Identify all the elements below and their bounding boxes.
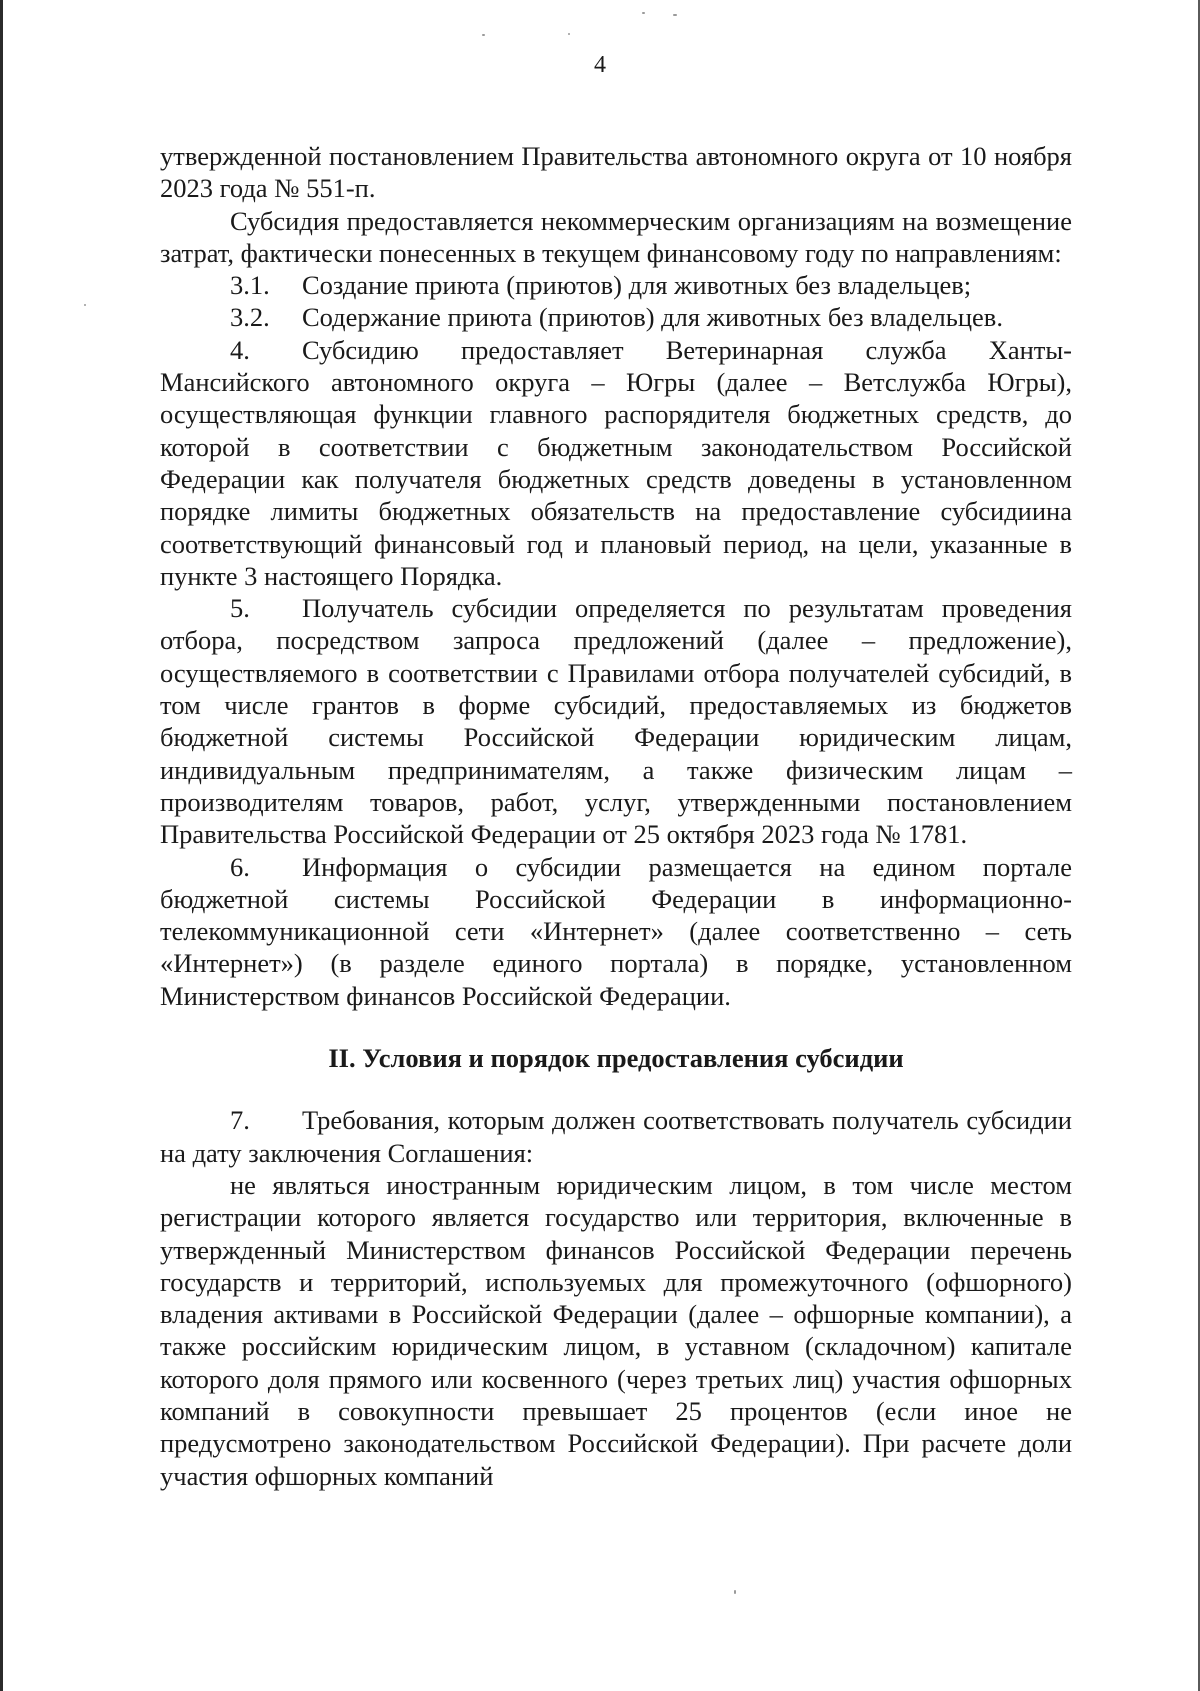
paragraph-text: Получатель субсидии определяется по результатам проведения отбора, посредством запроса предложений (далее – предложение), осуществляемого в соответствии с Правилами отбора получателей субсидий, в том числе грантов в форме субсидий, предоставляемых из бюджетов бюджетной системы Российской Федерации юридическим лицам, индивидуальным предпринимателям, а также физическим лицам – производителям товаров, работ, услуг, утвержденными постановлением Правительства Российской Федерации от 25 октября 2023 года № 1781.	[160, 593, 1072, 850]
scan-speck	[568, 33, 570, 35]
paragraph-text: Требования, которым должен соответствовать получатель субсидии на дату заключения Соглашения:	[160, 1105, 1072, 1168]
scan-speck	[84, 304, 86, 306]
paragraph-3-2	[160, 301, 1072, 333]
section-heading: II. Условия и порядок предоставления субсидии	[328, 1043, 904, 1074]
paragraph-text: утвержденной постановлением Правительства автономного округа от 10 ноября 2023 года № 551-п.	[160, 141, 1072, 204]
paragraph-number: 5.	[230, 593, 250, 624]
paragraph-3-1	[160, 269, 1072, 301]
paragraph-text: Информация о субсидии размещается на едином портале бюджетной системы Российской Федерации в информационно-телекоммуникационной сети «Интернет» (далее соответственно – сеть «Интернет») (в разделе единого портала) в порядке, установленном Министерством финансов Российской Федерации.	[160, 851, 1072, 1011]
scan-speck	[734, 1590, 736, 1594]
paragraph-number: 7.	[230, 1105, 250, 1136]
paragraph	[160, 205, 1072, 270]
document-body	[160, 140, 1072, 1492]
paragraph-text: Создание приюта (приютов) для животных без владельцев;	[302, 270, 972, 301]
paragraph	[160, 140, 1072, 205]
paragraph-number: 4.	[230, 334, 250, 365]
paragraph-text: Субсидию предоставляет Ветеринарная служба Ханты-Мансийского автономного округа – Югры (далее – Ветслужба Югры), осуществляющая функции главного распорядителя бюджетных средств, до которой в соответствии с бюджетным законодательством Российской Федерации как получателя бюджетных средств доведены в установленном порядке лимиты бюджетных обязательств на предоставление субсидиина соответствующий финансовый год и плановый период, на цели, указанные в пункте 3 настоящего Порядка.	[160, 334, 1072, 591]
scan-speck	[642, 12, 645, 14]
scan-edge-left	[0, 0, 3, 1691]
paragraph-5	[160, 592, 1072, 850]
paragraph-number: 6.	[230, 851, 250, 882]
scan-speck	[673, 14, 677, 16]
paragraph-number: 3.2.	[230, 302, 270, 333]
paragraph-text: не являться иностранным юридическим лицом, в том числе местом регистрации которого является государство или территория, включенные в утвержденный Министерством финансов Российской Федерации перечень государств и территорий, используемых для промежуточного (офшорного) владения активами в Российской Федерации (далее – офшорные компании), а также российским юридическим лицом, в уставном (складочном) капитале которого доля прямого или косвенного (через третьих лиц) участия офшорных компаний в совокупности превышает 25 процентов (если иное не предусмотрено законодательством Российской Федерации). При расчете доли участия офшорных компаний	[160, 1169, 1072, 1491]
paragraph-number: 3.1.	[230, 270, 270, 301]
paragraph-6	[160, 851, 1072, 1012]
paragraph-4	[160, 334, 1072, 592]
paragraph-text: Содержание приюта (приютов) для животных без владельцев.	[302, 302, 1003, 333]
scan-speck	[482, 34, 485, 36]
paragraph-text: Субсидия предоставляется некоммерческим организациям на возмещение затрат, фактически понесенных в текущем финансовому году по направлениям:	[160, 205, 1072, 268]
page-number: 4	[594, 52, 606, 78]
paragraph-7	[160, 1104, 1072, 1169]
paragraph	[160, 1169, 1072, 1492]
